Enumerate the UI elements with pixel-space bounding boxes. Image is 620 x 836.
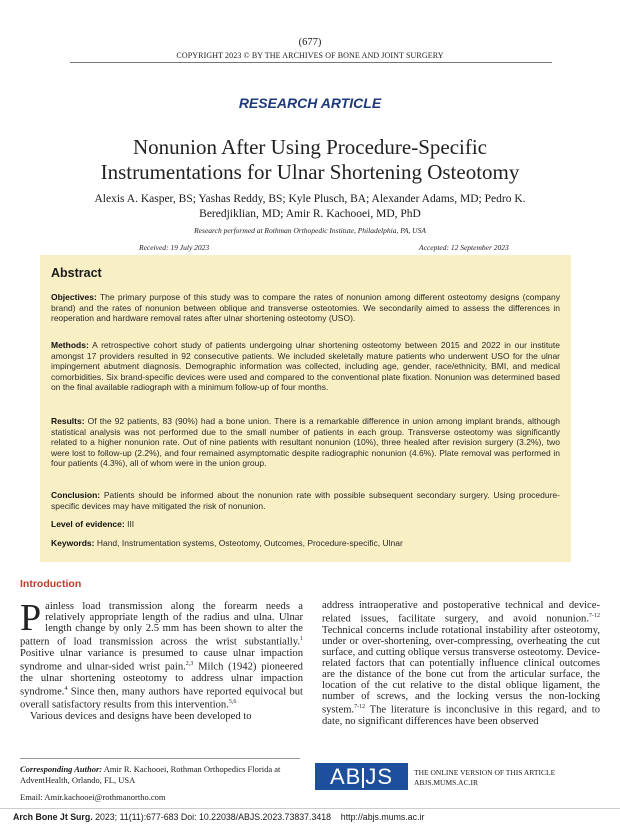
results-label: Results:	[51, 416, 85, 426]
introduction-heading: Introduction	[20, 578, 82, 590]
logo-left: AB	[329, 764, 362, 789]
header-divider	[70, 62, 552, 63]
abstract-objectives	[51, 292, 560, 324]
abstract-conclusion	[51, 490, 560, 511]
corresponding-text: Amir R. Kachooei, Rothman Orthopedics Florida at AdventHealth, Orlando, FL, USA	[20, 764, 281, 785]
accepted-date: Accepted: 12 September 2023	[419, 243, 509, 252]
intro-right-b: Technical concerns include rotational instability after osteotomy, under or over-shortening, over-compressing, overheating the cut surface, and cutting oblique versus transverse osteotomy. Device-related factors that can potentially influence clinical outcomes are the distance of the bone cut from the articular surface, the location of the cut relative to the distal oblique ligament, the number of screws, and the locking versus the non-locking system.	[322, 624, 600, 716]
intro-text-1d: Since then, many authors have reported equivocal but overall satisfactory results from this intervention.	[20, 686, 303, 711]
level-label: Level of evidence:	[51, 519, 125, 529]
drop-cap: P	[20, 597, 42, 639]
page-number: (677)	[298, 37, 322, 48]
ref: 4	[64, 685, 68, 692]
abjs-logo	[315, 763, 408, 790]
article-title	[0, 135, 620, 185]
keywords	[51, 538, 560, 549]
logo-right: JS	[365, 764, 394, 789]
online-version-note	[414, 768, 555, 788]
abstract-heading: Abstract	[51, 266, 102, 280]
methods-label: Methods:	[51, 340, 89, 350]
intro-text-2: Various devices and designs have been developed to	[30, 710, 252, 722]
author-list: Alexis A. Kasper, BS; Yashas Reddy, BS; Kyle Plusch, BA; Alexander Adams, MD; Pedro K. Beredjiklian, MD; Amir R. Kachooei, MD, PhD	[94, 193, 526, 220]
ref: 2,3	[185, 661, 194, 667]
citation-text: 2023; 11(11):677-683 Doi: 10.22038/ABJS.2023.73837.3418 http://abjs.mums.ac.ir	[92, 812, 425, 822]
objectives-label: Objectives:	[51, 292, 97, 302]
ref: 7-12	[354, 704, 366, 711]
ref: 1	[300, 636, 303, 643]
title-line-2: Instrumentations for Ulnar Shortening Osteotomy	[100, 160, 520, 184]
intro-text-1b: Positive ulnar variance is presumed to cause ulnar impaction syndrome and ulnar-sided wrist pain.	[20, 647, 303, 673]
abstract-methods	[51, 340, 560, 393]
intro-right-column	[322, 600, 600, 727]
section-label: RESEARCH ARTICLE	[238, 95, 382, 111]
conclusion-text: Patients should be informed about the nonunion rate with possible subsequent secondary surgery. Using procedure-specific devices may have mitigated the risk of nonunion.	[51, 490, 560, 511]
received-date: Received: 19 July 2023	[139, 243, 210, 252]
journal-abbrev: Arch Bone Jt Surg.	[13, 812, 93, 822]
ref: 5,6	[228, 699, 237, 706]
title-line-1: Nonunion After Using Procedure-Specific	[133, 135, 487, 159]
ref: 7-12	[589, 613, 600, 620]
intro-text-1: ainless load transmission along the forearm needs a relatively appropriate length of the radius and ulna. Ulnar length change by only 2.5 mm has been shown to alter the pattern of load transmission across the wrist substantially.	[20, 601, 303, 648]
abstract-results	[51, 416, 560, 469]
footer-citation	[13, 812, 424, 822]
methods-text: A retrospective cohort study of patients undergoing ulnar shortening osteotomy between 2015 and 2022 in our institute amongst 17 providers resulted in 92 consecutive patients. We included skeletally mature patients who underwent USO for the ulnar impingement abutment diagnosis. Demographic information was collected, including age, gender, race/ethnicity, BMI, and medical comorbidities. Six brand-specific devices were used and compared to the conventional plate fixation. Nonunion was determined based on the final available radiograph with a minimum follow-up of four months.	[51, 340, 560, 393]
correspondence-divider	[20, 758, 300, 759]
intro-right-a: address intraoperative and postoperative technical and device-related issues, facilitate surgery, and avoid nonunion.	[322, 600, 600, 625]
copyright-line: COPYRIGHT 2023 © BY THE ARCHIVES OF BONE AND JOINT SURGERY	[176, 51, 444, 60]
corresponding-label: Corresponding Author:	[20, 764, 103, 774]
corresponding-author	[20, 764, 300, 786]
objectives-text: The primary purpose of this study was to compare the rates of nonunion among different osteotomy designs (company brand) and the rates of nonunion between oblique and transverse osteotomies. We secondarily aimed to assess the differences in reoperation and hardware removal rates after ulnar shortening osteotomy (USO).	[51, 292, 560, 324]
conclusion-label: Conclusion:	[51, 490, 101, 500]
level-of-evidence	[51, 519, 560, 530]
footer-divider	[0, 808, 620, 809]
keywords-label: Keywords:	[51, 538, 95, 548]
online-line-1: THE ONLINE VERSION OF THIS ARTICLE	[414, 768, 556, 777]
intro-left-column	[20, 597, 303, 722]
author-email[interactable]: Email: Amir.kachooei@rothmanortho.com	[20, 792, 166, 802]
online-line-2[interactable]: ABJS.MUMS.AC.IR	[414, 778, 478, 787]
keywords-text: Hand, Instrumentation systems, Osteotomy, Outcomes, Procedure-specific, Ulnar	[96, 538, 403, 548]
affiliation: Research performed at Rothman Orthopedic Institute, Philadelphia, PA, USA	[194, 226, 426, 235]
level-value: III	[127, 519, 135, 529]
results-text: Of the 92 patients, 83 (90%) had a bone union. There is a remarkable difference in union among implant brands, although statistical analysis was not performed due to the small number of patients in each group. Transverse osteotomy was significantly related to a higher nonunion rate. Out of nine patients with resultant nonunion (10%), three healed after revision surgery (3.2%), two were lost to follow-up (2.2%), and four remained asymptomatic despite radiographic nonunion (4.6%). Plate removal was performed in four patients (4.3%), all of whom were in the union group.	[51, 416, 560, 469]
intro-text-1c: Milch (1942) pioneered the ulnar shortening osteotomy to address ulnar impaction syndrome.	[20, 661, 303, 698]
intro-right-c: The literature is inconclusive in this regard, and to date, no significant differences have been observed	[322, 704, 600, 727]
